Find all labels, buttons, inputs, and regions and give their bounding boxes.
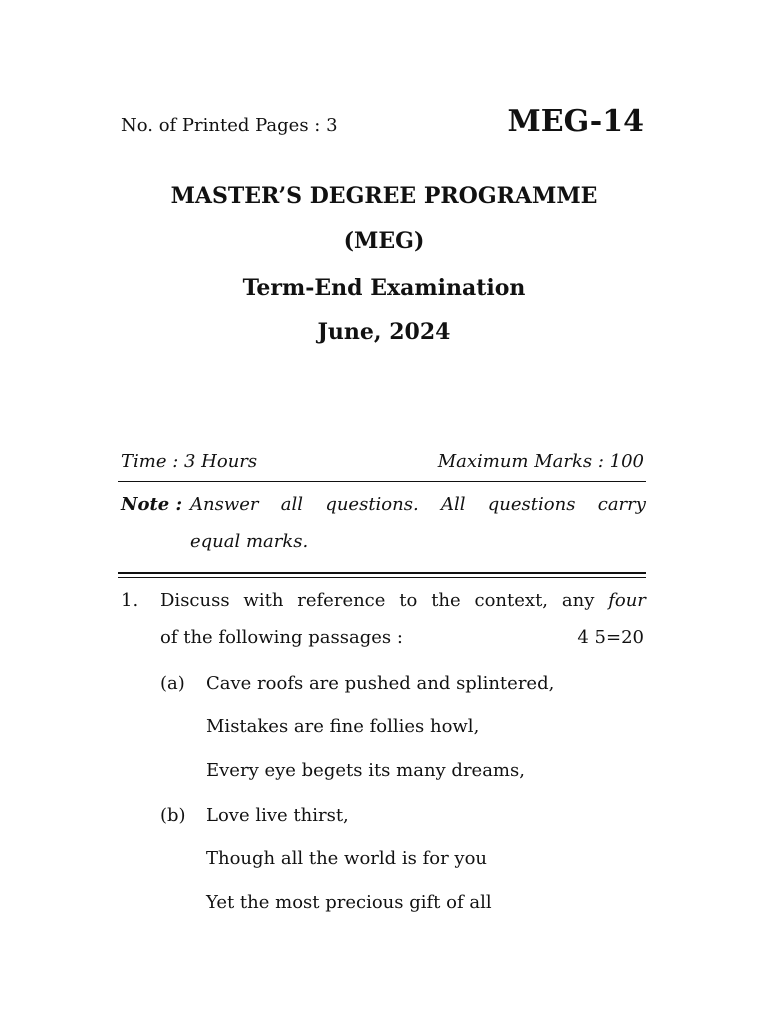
double-divider-bottom (118, 577, 646, 578)
question-word: reference (297, 590, 386, 611)
question-line-1 (160, 590, 646, 611)
note-word: Answer (190, 494, 259, 515)
maximum-marks: Maximum Marks : 100 (437, 451, 644, 472)
question-word: Discuss (160, 590, 230, 611)
option-a-line-3: Every eye begets its many dreams, (206, 760, 525, 781)
note-line-1 (190, 494, 646, 515)
printed-pages-count: No. of Printed Pages : 3 (121, 115, 338, 136)
option-a-line-1: Cave roofs are pushed and splintered, (206, 673, 555, 694)
option-b-line-2: Though all the world is for you (206, 848, 488, 869)
note-line-2: equal marks. (190, 531, 309, 552)
question-word: to (399, 590, 418, 611)
option-a-line-2: Mistakes are fine follies howl, (206, 716, 480, 737)
note-word: questions (487, 494, 576, 515)
divider (118, 481, 646, 482)
time-allowed: Time : 3 Hours (121, 451, 258, 472)
question-marks: 4 5=20 (577, 627, 644, 648)
course-code: MEG-14 (507, 104, 644, 139)
programme-title: MASTER’S DEGREE PROGRAMME (170, 183, 598, 209)
note-word: carry (597, 494, 646, 515)
question-number: 1. (121, 590, 139, 611)
question-word: context, (474, 590, 549, 611)
double-divider-top (118, 572, 646, 574)
note-word: all (280, 494, 304, 515)
exam-date: June, 2024 (317, 319, 451, 345)
option-b-line-1: Love live thirst, (206, 805, 349, 826)
question-word: with (243, 590, 284, 611)
programme-abbrev: (MEG) (343, 228, 425, 254)
note-label: Note : (121, 494, 183, 515)
exam-title: Term-End Examination (242, 275, 526, 301)
option-b-line-3: Yet the most precious gift of all (206, 892, 492, 913)
question-line-2: of the following passages : (160, 627, 403, 648)
note-word: questions. (325, 494, 419, 515)
question-word: any (561, 590, 595, 611)
question-word-emphasis: four (608, 590, 646, 611)
question-word: the (431, 590, 461, 611)
option-b-label: (b) (160, 805, 186, 826)
option-a-label: (a) (160, 673, 185, 694)
note-word: All (440, 494, 466, 515)
